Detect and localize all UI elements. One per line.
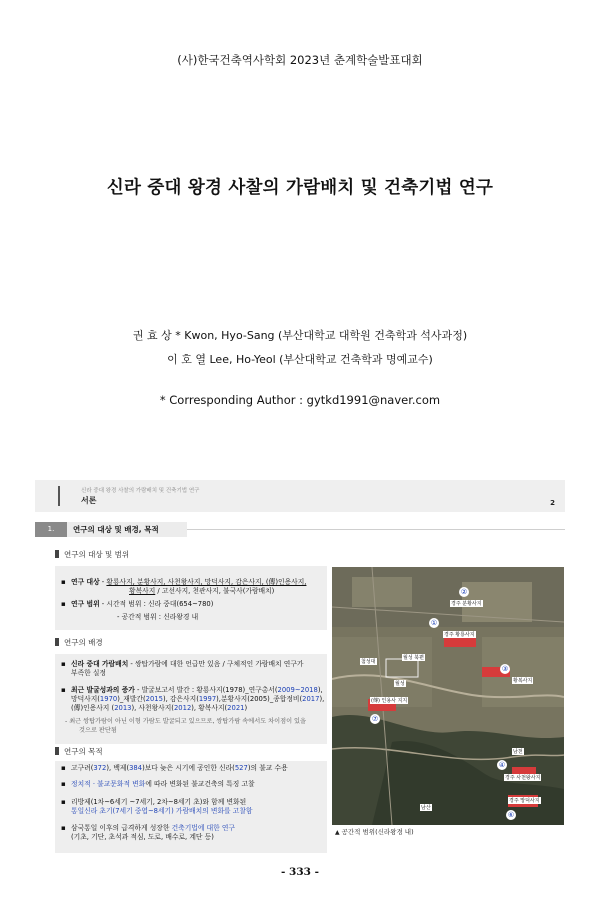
map-label-wolseong-north: 월성 북편 [403, 655, 424, 661]
slide-subtitle: 신라 중대 왕경 사찰의 가람배치 및 건축기법 연구 [81, 488, 200, 494]
slide-page-number: 2 [550, 499, 555, 507]
purpose-line-4b: (기초, 기단, 초석과 적심, 도로, 배수로, 계단 등) [71, 833, 214, 841]
bullet-icon: ▪ [61, 660, 66, 668]
map-label-wolseong: 월성 [395, 681, 405, 687]
marker-1: ① [430, 619, 438, 627]
triangle-icon: ▲ [335, 829, 340, 836]
purpose-box [55, 761, 327, 853]
slide-header [35, 480, 565, 512]
map-label-sacheonwang: 경주 사천왕사지 [505, 775, 541, 781]
bg-line-3: 망덕사지(1970)_재발간(2015), 감은사지(1997),분황사지(2005)_종합정비(2017), [71, 695, 325, 703]
marker-3: ③ [501, 665, 509, 673]
target-line: 연구 대상 - 황룡사지, 분황사지, 사천왕사지, 망덕사지, 감은사지, (傳)인용사지, [71, 578, 307, 586]
marker-7: ⑦ [371, 715, 379, 723]
square-bullet-icon [55, 550, 59, 558]
section-number: 1. [35, 522, 67, 537]
purpose-line-3: 리방제(1차~6세기 ~7세기, 2차~8세기 초)와 함께 변화된 [71, 798, 247, 806]
subheading-scope: 연구의 대상 및 범위 [55, 549, 129, 560]
section-divider [187, 529, 565, 530]
bg-line-2: 최근 발굴성과의 증가 - 발굴보고서 발간 : 황룡사지(1978)_연구총서(2009~2018), [71, 686, 323, 694]
scope-box [55, 566, 327, 630]
marker-6: ⑥ [507, 811, 515, 819]
map-label-cheomseongdae: 첨성대 [361, 659, 376, 665]
target-line-2: 황복사지 / 고선사지, 천관사지, 불국사(가람배치) [129, 587, 275, 595]
bullet-icon: ▪ [61, 824, 66, 832]
bg-line-1b: 부족한 실정 [71, 669, 106, 677]
bullet-icon: ▪ [61, 578, 66, 586]
map-label-hwangbok: 황복사지 [513, 678, 533, 684]
header-accent-bar [58, 486, 60, 506]
aerial-map [332, 567, 564, 825]
map-label-bunhwang: 경주 분황사지 [451, 601, 482, 607]
map-label-hwangryong: 경주 황룡사지 [444, 632, 475, 638]
presentation-slide [35, 465, 565, 855]
bg-note-2: 것으로 판단됨 [79, 727, 117, 734]
corresponding-author: * Corresponding Author : gytkd1991@naver.com [159, 393, 441, 407]
square-bullet-icon [55, 638, 59, 646]
purpose-line-3b: 통일신라 초기(7세기 중엽~8세기) 가람배치의 변화를 고찰함 [71, 807, 253, 815]
marker-2: ② [460, 588, 468, 596]
bg-line-4: (傳)인용사지 (2013), 사천왕사지(2012), 황복사지(2021) [71, 704, 248, 712]
bullet-icon: ▪ [61, 600, 66, 608]
square-bullet-icon [55, 747, 59, 755]
map-label-namsan: 남산 [421, 805, 431, 811]
aerial-map-image [332, 567, 564, 825]
bg-line-1: 신라 중대 가람배치 - 쌍탑가람에 대한 언급만 있음 / 구체적인 가람배치 연구가 [71, 660, 304, 668]
bullet-icon: ▪ [61, 686, 66, 694]
background-box [55, 654, 327, 744]
paper-title: 신라 중대 왕경 사찰의 가람배치 및 건축기법 연구 [106, 178, 494, 198]
marker-4: ④ [498, 761, 506, 769]
bullet-icon: ▪ [61, 798, 66, 806]
author-2: 이 호 열 Lee, Ho-Yeol (부산대학교 건축학과 명예교수) [167, 353, 433, 366]
slide-section-title: 서론 [81, 496, 97, 505]
subheading-background: 연구의 배경 [55, 637, 103, 648]
bullet-icon: ▪ [61, 764, 66, 772]
bullet-icon: ▪ [61, 780, 66, 788]
scope-line: 연구 범위 - 시간적 범위 : 신라 중대(654~780) [71, 600, 214, 608]
map-label-mangdeok: 경주 망덕사지 [509, 798, 540, 804]
scope-line-2: - 공간적 범위 : 신라왕경 내 [117, 613, 199, 621]
bg-note-1: - 최근 쌍탑가람이 아닌 이형 가람도 발굴되고 있으므로, 쌍탑가람 속에서도 차이점이 있을 [65, 718, 307, 725]
conference-name: (사)한국건축역사학회 2023년 춘계학술발표대회 [177, 53, 423, 67]
map-label-namcheon: 남천 [513, 749, 523, 755]
purpose-line-4: 삼국통일 이후의 급격하게 성장한 건축기법에 대한 연구 [71, 824, 235, 832]
purpose-line-1: 고구려(372), 백제(384)보다 늦은 시기에 공인한 신라(527)의 불교 수용 [71, 764, 288, 772]
map-caption: ▲ 공간적 범위(신라왕경 내) [335, 828, 414, 836]
section-heading [35, 522, 565, 537]
map-label-inyong: (傳) 인용사 지지 [371, 698, 408, 704]
section-label: 연구의 대상 및 배경, 목적 [67, 522, 187, 537]
subheading-purpose: 연구의 목적 [55, 746, 103, 757]
page-number: - 333 - [281, 866, 319, 878]
author-1: 권 효 상 * Kwon, Hyo-Sang (부산대학교 대학원 건축학과 석사과정) [132, 329, 468, 342]
purpose-line-2: 정치적 · 불교문화적 변화에 따라 변화된 불교건축의 특징 고찰 [71, 780, 255, 788]
